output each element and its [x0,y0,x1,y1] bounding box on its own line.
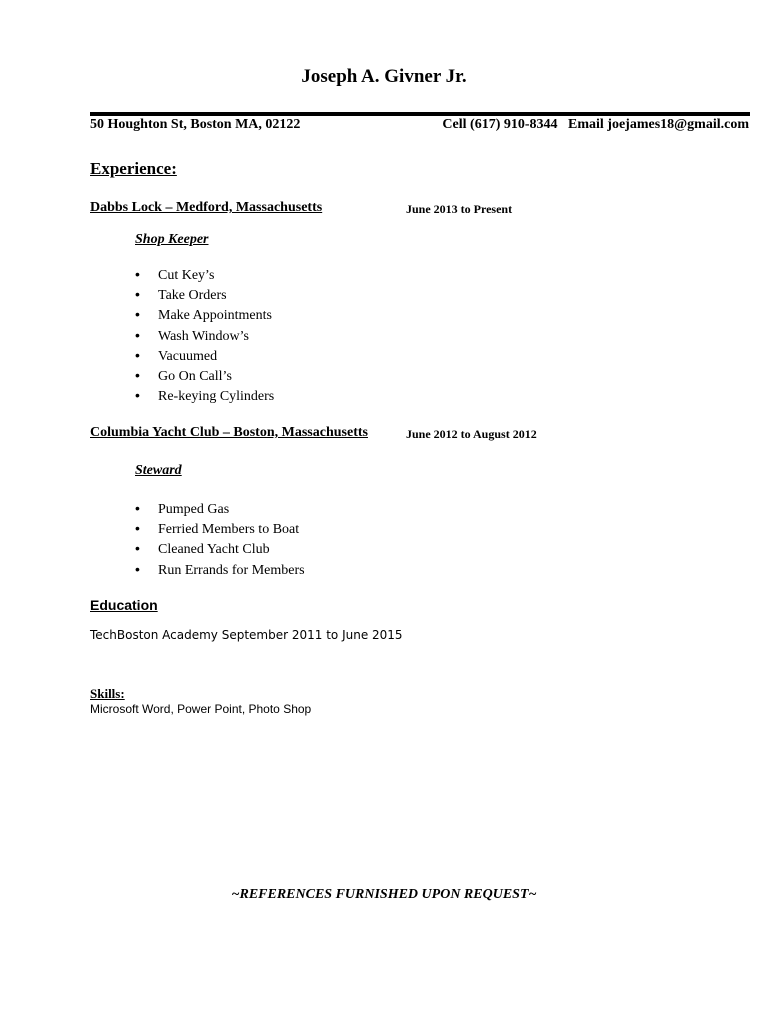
job-employer: Columbia Yacht Club – Boston, Massachusetts [90,425,368,440]
education-heading: Education [90,597,158,613]
header-divider [90,112,750,116]
duty-item: • Take Orders [135,284,274,304]
education-entry: TechBoston Academy September 2011 to June 2015 [90,628,403,642]
job-dates: June 2013 to Present [406,202,513,216]
duty-item: • Cleaned Yacht Club [135,538,305,558]
duty-item: • Vacuumed [135,345,274,365]
references-note: ~REFERENCES FURNISHED UPON REQUEST~ [231,887,537,902]
contact-info: Cell (617) 910-8344 Email joejames18@gmail.com [442,117,749,132]
skills-list: Microsoft Word, Power Point, Photo Shop [90,702,312,716]
job-employer: Dabbs Lock – Medford, Massachusetts [90,200,323,215]
address: 50 Houghton St, Boston MA, 02122 [90,117,301,132]
duty-item: • Ferried Members to Boat [135,518,305,538]
resume-name: Joseph A. Givner Jr. [301,66,467,87]
duty-item: • Go On Call’s [135,365,274,385]
job-title: Steward [135,463,182,478]
job-title: Shop Keeper [135,232,209,247]
duty-item: • Pumped Gas [135,498,305,518]
duty-list [135,264,274,405]
job-dates: June 2012 to August 2012 [406,427,537,441]
duty-item: • Run Errands for Members [135,559,305,579]
skills-heading: Skills: [90,686,125,701]
duty-item: • Make Appointments [135,304,274,324]
duty-item: • Wash Window’s [135,325,274,345]
experience-heading: Experience: [90,159,177,178]
duty-item: • Re-keying Cylinders [135,385,274,405]
duty-item: • Cut Key’s [135,264,274,284]
duty-list [135,498,305,579]
